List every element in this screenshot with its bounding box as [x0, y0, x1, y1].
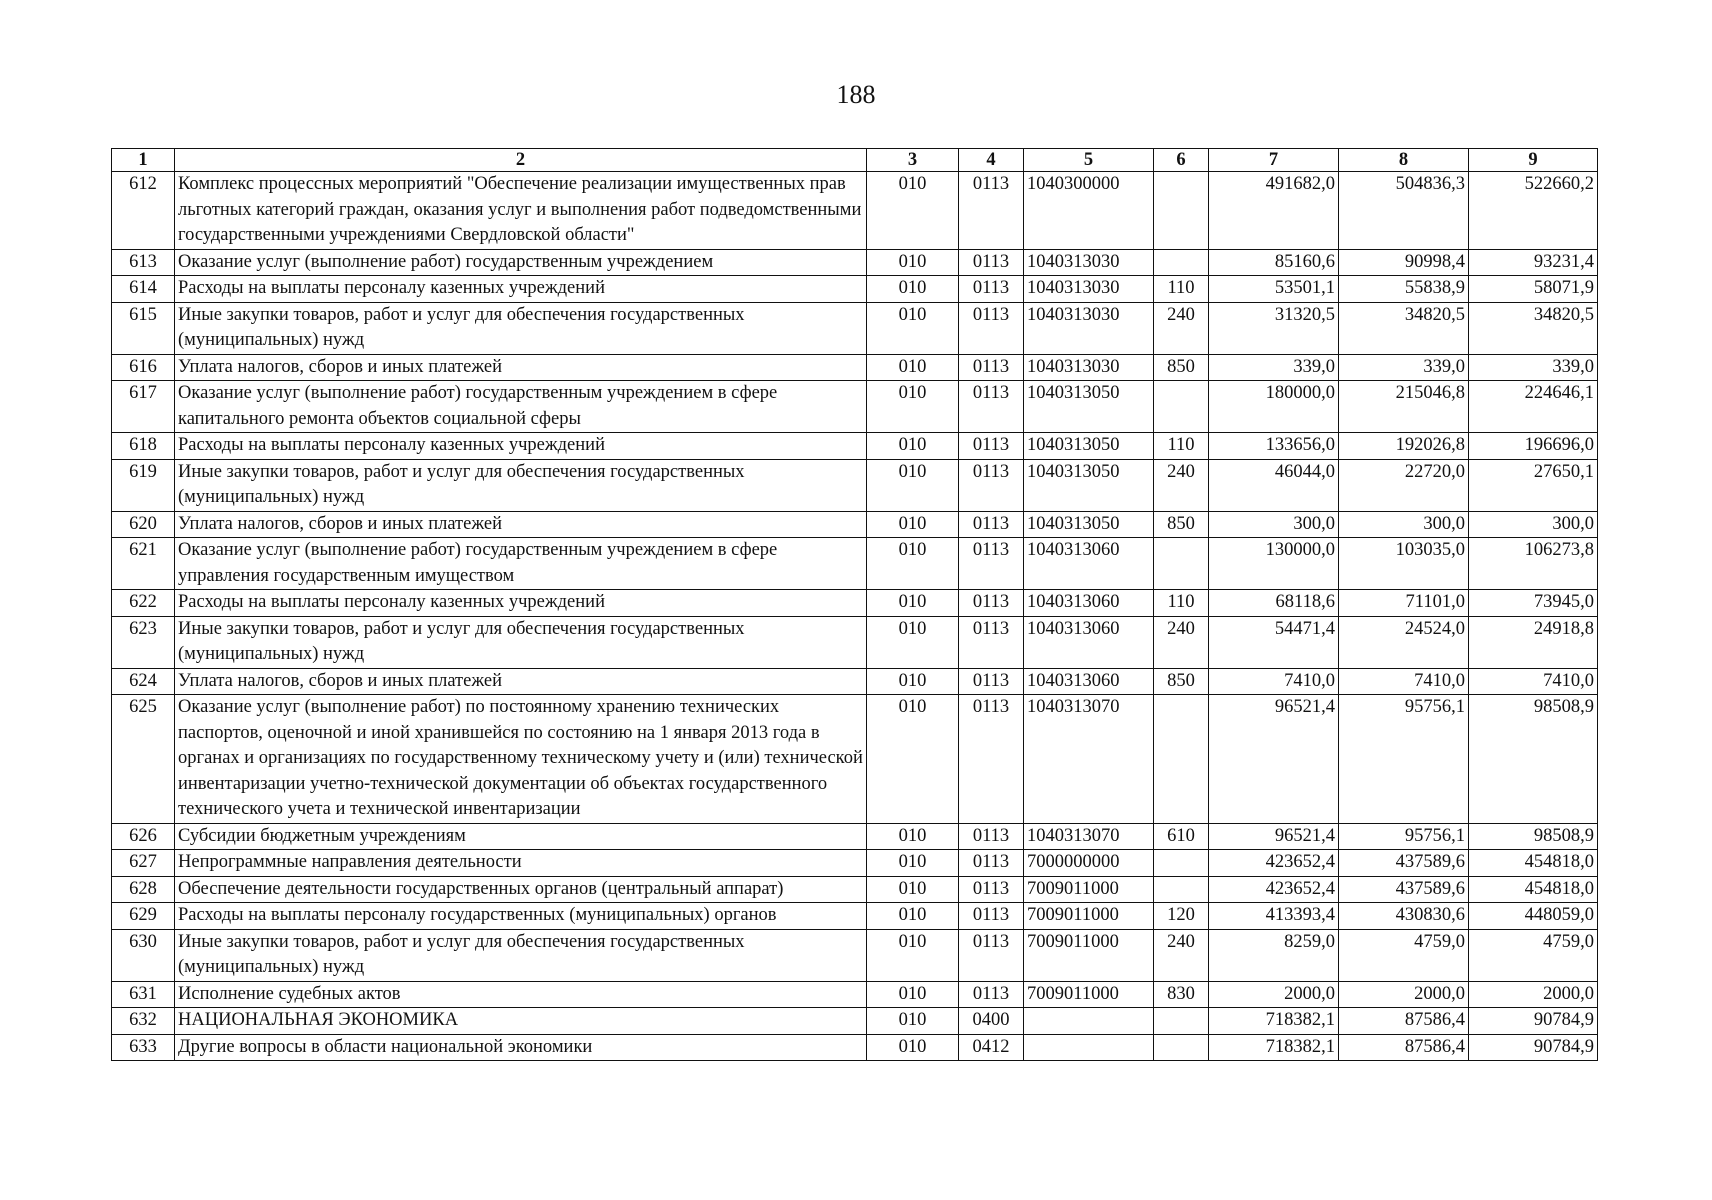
- ministry-code-cell: 010: [867, 433, 959, 460]
- target-article-cell: [1024, 1008, 1154, 1035]
- amount-col7-cell: 7410,0: [1209, 668, 1339, 695]
- header-col-1: 1: [112, 149, 175, 172]
- amount-col7-cell: 423652,4: [1209, 850, 1339, 877]
- section-code-cell: 0113: [959, 695, 1024, 824]
- amount-col9-cell: 90784,9: [1469, 1008, 1598, 1035]
- expense-type-cell: 240: [1154, 929, 1209, 981]
- expense-type-cell: 240: [1154, 302, 1209, 354]
- amount-col7-cell: 718382,1: [1209, 1034, 1339, 1061]
- amount-col8-cell: 2000,0: [1339, 981, 1469, 1008]
- amount-col7-cell: 300,0: [1209, 511, 1339, 538]
- budget-table: [111, 148, 1598, 1061]
- table-row: [112, 823, 1598, 850]
- amount-col8-cell: 339,0: [1339, 354, 1469, 381]
- row-name-cell: Обеспечение деятельности государственных органов (центральный аппарат): [175, 876, 867, 903]
- row-number-cell: 612: [112, 172, 175, 250]
- row-number-cell: 630: [112, 929, 175, 981]
- ministry-code-cell: 010: [867, 276, 959, 303]
- target-article-cell: 1040313030: [1024, 354, 1154, 381]
- row-name-cell: Иные закупки товаров, работ и услуг для обеспечения государственных (муниципальных) нужд: [175, 302, 867, 354]
- amount-col7-cell: 180000,0: [1209, 381, 1339, 433]
- ministry-code-cell: 010: [867, 381, 959, 433]
- amount-col7-cell: 413393,4: [1209, 903, 1339, 930]
- expense-type-cell: 110: [1154, 590, 1209, 617]
- header-col-2: 2: [175, 149, 867, 172]
- row-name-cell: Уплата налогов, сборов и иных платежей: [175, 511, 867, 538]
- table-row: [112, 616, 1598, 668]
- expense-type-cell: 850: [1154, 668, 1209, 695]
- row-name-cell: Другие вопросы в области национальной экономики: [175, 1034, 867, 1061]
- ministry-code-cell: 010: [867, 302, 959, 354]
- row-number-cell: 622: [112, 590, 175, 617]
- amount-col7-cell: 53501,1: [1209, 276, 1339, 303]
- expense-type-cell: [1154, 695, 1209, 824]
- row-number-cell: 620: [112, 511, 175, 538]
- section-code-cell: 0113: [959, 249, 1024, 276]
- row-name-cell: Расходы на выплаты персоналу государственных (муниципальных) органов: [175, 903, 867, 930]
- row-name-cell: НАЦИОНАЛЬНАЯ ЭКОНОМИКА: [175, 1008, 867, 1035]
- row-number-cell: 619: [112, 459, 175, 511]
- amount-col9-cell: 34820,5: [1469, 302, 1598, 354]
- section-code-cell: 0113: [959, 354, 1024, 381]
- row-name-cell: Исполнение судебных актов: [175, 981, 867, 1008]
- row-name-cell: Иные закупки товаров, работ и услуг для обеспечения государственных (муниципальных) нужд: [175, 459, 867, 511]
- table-row: [112, 302, 1598, 354]
- target-article-cell: 1040313030: [1024, 249, 1154, 276]
- amount-col9-cell: 58071,9: [1469, 276, 1598, 303]
- target-article-cell: 1040313060: [1024, 616, 1154, 668]
- ministry-code-cell: 010: [867, 1034, 959, 1061]
- ministry-code-cell: 010: [867, 695, 959, 824]
- table-row: [112, 538, 1598, 590]
- row-number-cell: 617: [112, 381, 175, 433]
- amount-col9-cell: 93231,4: [1469, 249, 1598, 276]
- ministry-code-cell: 010: [867, 354, 959, 381]
- amount-col9-cell: 454818,0: [1469, 850, 1598, 877]
- row-name-cell: Уплата налогов, сборов и иных платежей: [175, 354, 867, 381]
- amount-col7-cell: 54471,4: [1209, 616, 1339, 668]
- amount-col8-cell: 7410,0: [1339, 668, 1469, 695]
- ministry-code-cell: 010: [867, 823, 959, 850]
- row-number-cell: 623: [112, 616, 175, 668]
- target-article-cell: 7009011000: [1024, 876, 1154, 903]
- row-number-cell: 616: [112, 354, 175, 381]
- row-number-cell: 631: [112, 981, 175, 1008]
- ministry-code-cell: 010: [867, 1008, 959, 1035]
- target-article-cell: 7009011000: [1024, 903, 1154, 930]
- amount-col7-cell: 2000,0: [1209, 981, 1339, 1008]
- target-article-cell: 1040313070: [1024, 823, 1154, 850]
- table-row: [112, 433, 1598, 460]
- amount-col7-cell: 46044,0: [1209, 459, 1339, 511]
- amount-col7-cell: 96521,4: [1209, 695, 1339, 824]
- target-article-cell: 7009011000: [1024, 929, 1154, 981]
- header-col-6: 6: [1154, 149, 1209, 172]
- row-number-cell: 626: [112, 823, 175, 850]
- amount-col8-cell: 87586,4: [1339, 1034, 1469, 1061]
- row-number-cell: 624: [112, 668, 175, 695]
- ministry-code-cell: 010: [867, 590, 959, 617]
- amount-col8-cell: 87586,4: [1339, 1008, 1469, 1035]
- row-name-cell: Уплата налогов, сборов и иных платежей: [175, 668, 867, 695]
- table-row: [112, 590, 1598, 617]
- amount-col7-cell: 133656,0: [1209, 433, 1339, 460]
- section-code-cell: 0113: [959, 616, 1024, 668]
- amount-col8-cell: 437589,6: [1339, 876, 1469, 903]
- table-row: [112, 695, 1598, 824]
- section-code-cell: 0113: [959, 876, 1024, 903]
- row-number-cell: 613: [112, 249, 175, 276]
- amount-col8-cell: 55838,9: [1339, 276, 1469, 303]
- section-code-cell: 0113: [959, 538, 1024, 590]
- amount-col9-cell: 300,0: [1469, 511, 1598, 538]
- row-name-cell: Расходы на выплаты персоналу казенных учреждений: [175, 276, 867, 303]
- target-article-cell: 1040313070: [1024, 695, 1154, 824]
- section-code-cell: 0113: [959, 668, 1024, 695]
- table-row: [112, 354, 1598, 381]
- header-col-7: 7: [1209, 149, 1339, 172]
- amount-col8-cell: 300,0: [1339, 511, 1469, 538]
- table-row: [112, 668, 1598, 695]
- section-code-cell: 0412: [959, 1034, 1024, 1061]
- amount-col7-cell: 130000,0: [1209, 538, 1339, 590]
- expense-type-cell: 240: [1154, 459, 1209, 511]
- amount-col9-cell: 106273,8: [1469, 538, 1598, 590]
- row-number-cell: 615: [112, 302, 175, 354]
- ministry-code-cell: 010: [867, 903, 959, 930]
- target-article-cell: 1040313030: [1024, 302, 1154, 354]
- amount-col9-cell: 4759,0: [1469, 929, 1598, 981]
- amount-col8-cell: 103035,0: [1339, 538, 1469, 590]
- row-name-cell: Расходы на выплаты персоналу казенных учреждений: [175, 590, 867, 617]
- amount-col7-cell: 8259,0: [1209, 929, 1339, 981]
- amount-col8-cell: 71101,0: [1339, 590, 1469, 617]
- table-row: [112, 381, 1598, 433]
- expense-type-cell: [1154, 1034, 1209, 1061]
- section-code-cell: 0113: [959, 823, 1024, 850]
- amount-col8-cell: 95756,1: [1339, 695, 1469, 824]
- amount-col9-cell: 196696,0: [1469, 433, 1598, 460]
- ministry-code-cell: 010: [867, 981, 959, 1008]
- amount-col8-cell: 215046,8: [1339, 381, 1469, 433]
- amount-col7-cell: 423652,4: [1209, 876, 1339, 903]
- ministry-code-cell: 010: [867, 876, 959, 903]
- ministry-code-cell: 010: [867, 929, 959, 981]
- amount-col8-cell: 192026,8: [1339, 433, 1469, 460]
- section-code-cell: 0113: [959, 981, 1024, 1008]
- target-article-cell: 1040313050: [1024, 511, 1154, 538]
- target-article-cell: 1040313060: [1024, 668, 1154, 695]
- target-article-cell: 1040313050: [1024, 433, 1154, 460]
- expense-type-cell: [1154, 876, 1209, 903]
- page-number: 188: [836, 80, 876, 109]
- amount-col9-cell: 73945,0: [1469, 590, 1598, 617]
- amount-col8-cell: 504836,3: [1339, 172, 1469, 250]
- row-number-cell: 627: [112, 850, 175, 877]
- row-name-cell: Комплекс процессных мероприятий "Обеспечение реализации имущественных прав льготных категорий граждан, оказания услуг и выполнения работ подведомственными государственными учреждениями Свердловской области": [175, 172, 867, 250]
- table-body: [112, 172, 1598, 1061]
- row-number-cell: 621: [112, 538, 175, 590]
- amount-col8-cell: 90998,4: [1339, 249, 1469, 276]
- expense-type-cell: [1154, 172, 1209, 250]
- row-name-cell: Оказание услуг (выполнение работ) по постоянному хранению технических паспортов, оценочной и иной хранившейся по состоянию на 1 января 2013 года в органах и организациях по государственному техническому учету и (или) технической инвентаризации учетно-технической документации об объектах государственного технического учета и технической инвентаризации: [175, 695, 867, 824]
- table-row: [112, 172, 1598, 250]
- ministry-code-cell: 010: [867, 249, 959, 276]
- section-code-cell: 0113: [959, 511, 1024, 538]
- ministry-code-cell: 010: [867, 459, 959, 511]
- section-code-cell: 0113: [959, 590, 1024, 617]
- target-article-cell: 7000000000: [1024, 850, 1154, 877]
- table-row: [112, 903, 1598, 930]
- ministry-code-cell: 010: [867, 538, 959, 590]
- section-code-cell: 0400: [959, 1008, 1024, 1035]
- row-number-cell: 629: [112, 903, 175, 930]
- header-col-4: 4: [959, 149, 1024, 172]
- section-code-cell: 0113: [959, 276, 1024, 303]
- amount-col9-cell: 448059,0: [1469, 903, 1598, 930]
- target-article-cell: 7009011000: [1024, 981, 1154, 1008]
- row-name-cell: Оказание услуг (выполнение работ) государственным учреждением: [175, 249, 867, 276]
- amount-col7-cell: 85160,6: [1209, 249, 1339, 276]
- amount-col8-cell: 4759,0: [1339, 929, 1469, 981]
- section-code-cell: 0113: [959, 459, 1024, 511]
- target-article-cell: [1024, 1034, 1154, 1061]
- header-col-3: 3: [867, 149, 959, 172]
- table-row: [112, 249, 1598, 276]
- row-number-cell: 614: [112, 276, 175, 303]
- ministry-code-cell: 010: [867, 172, 959, 250]
- expense-type-cell: [1154, 850, 1209, 877]
- row-number-cell: 633: [112, 1034, 175, 1061]
- amount-col9-cell: 24918,8: [1469, 616, 1598, 668]
- amount-col9-cell: 90784,9: [1469, 1034, 1598, 1061]
- amount-col8-cell: 95756,1: [1339, 823, 1469, 850]
- amount-col7-cell: 339,0: [1209, 354, 1339, 381]
- expense-type-cell: [1154, 538, 1209, 590]
- amount-col8-cell: 437589,6: [1339, 850, 1469, 877]
- expense-type-cell: 110: [1154, 433, 1209, 460]
- table-row: [112, 511, 1598, 538]
- amount-col8-cell: 430830,6: [1339, 903, 1469, 930]
- section-code-cell: 0113: [959, 172, 1024, 250]
- expense-type-cell: 240: [1154, 616, 1209, 668]
- row-name-cell: Оказание услуг (выполнение работ) государственным учреждением в сфере управления государственным имуществом: [175, 538, 867, 590]
- table-row: [112, 276, 1598, 303]
- row-name-cell: Иные закупки товаров, работ и услуг для обеспечения государственных (муниципальных) нужд: [175, 616, 867, 668]
- section-code-cell: 0113: [959, 302, 1024, 354]
- ministry-code-cell: 010: [867, 616, 959, 668]
- table-row: [112, 459, 1598, 511]
- amount-col8-cell: 34820,5: [1339, 302, 1469, 354]
- expense-type-cell: [1154, 381, 1209, 433]
- amount-col9-cell: 224646,1: [1469, 381, 1598, 433]
- expense-type-cell: [1154, 249, 1209, 276]
- row-name-cell: Оказание услуг (выполнение работ) государственным учреждением в сфере капитального ремонта объектов социальной сферы: [175, 381, 867, 433]
- expense-type-cell: 850: [1154, 354, 1209, 381]
- table-row: [112, 1034, 1598, 1061]
- row-number-cell: 628: [112, 876, 175, 903]
- row-number-cell: 632: [112, 1008, 175, 1035]
- expense-type-cell: 830: [1154, 981, 1209, 1008]
- header-col-8: 8: [1339, 149, 1469, 172]
- amount-col7-cell: 718382,1: [1209, 1008, 1339, 1035]
- expense-type-cell: [1154, 1008, 1209, 1035]
- table-row: [112, 850, 1598, 877]
- amount-col9-cell: 98508,9: [1469, 695, 1598, 824]
- header-col-5: 5: [1024, 149, 1154, 172]
- section-code-cell: 0113: [959, 433, 1024, 460]
- row-name-cell: Непрограммные направления деятельности: [175, 850, 867, 877]
- section-code-cell: 0113: [959, 850, 1024, 877]
- row-name-cell: Субсидии бюджетным учреждениям: [175, 823, 867, 850]
- ministry-code-cell: 010: [867, 850, 959, 877]
- amount-col7-cell: 96521,4: [1209, 823, 1339, 850]
- expense-type-cell: 110: [1154, 276, 1209, 303]
- target-article-cell: 1040300000: [1024, 172, 1154, 250]
- section-code-cell: 0113: [959, 929, 1024, 981]
- table-row: [112, 876, 1598, 903]
- amount-col9-cell: 98508,9: [1469, 823, 1598, 850]
- amount-col9-cell: 454818,0: [1469, 876, 1598, 903]
- target-article-cell: 1040313050: [1024, 459, 1154, 511]
- table-row: [112, 1008, 1598, 1035]
- target-article-cell: 1040313060: [1024, 538, 1154, 590]
- table-row: [112, 929, 1598, 981]
- expense-type-cell: 120: [1154, 903, 1209, 930]
- amount-col8-cell: 24524,0: [1339, 616, 1469, 668]
- amount-col9-cell: 7410,0: [1469, 668, 1598, 695]
- expense-type-cell: 610: [1154, 823, 1209, 850]
- amount-col7-cell: 68118,6: [1209, 590, 1339, 617]
- table-row: [112, 981, 1598, 1008]
- row-name-cell: Расходы на выплаты персоналу казенных учреждений: [175, 433, 867, 460]
- amount-col7-cell: 31320,5: [1209, 302, 1339, 354]
- amount-col9-cell: 339,0: [1469, 354, 1598, 381]
- amount-col8-cell: 22720,0: [1339, 459, 1469, 511]
- target-article-cell: 1040313030: [1024, 276, 1154, 303]
- ministry-code-cell: 010: [867, 668, 959, 695]
- section-code-cell: 0113: [959, 903, 1024, 930]
- header-col-9: 9: [1469, 149, 1598, 172]
- header-row: [112, 149, 1598, 172]
- section-code-cell: 0113: [959, 381, 1024, 433]
- target-article-cell: 1040313050: [1024, 381, 1154, 433]
- amount-col9-cell: 2000,0: [1469, 981, 1598, 1008]
- ministry-code-cell: 010: [867, 511, 959, 538]
- row-number-cell: 625: [112, 695, 175, 824]
- expense-type-cell: 850: [1154, 511, 1209, 538]
- row-number-cell: 618: [112, 433, 175, 460]
- amount-col7-cell: 491682,0: [1209, 172, 1339, 250]
- row-name-cell: Иные закупки товаров, работ и услуг для обеспечения государственных (муниципальных) нужд: [175, 929, 867, 981]
- target-article-cell: 1040313060: [1024, 590, 1154, 617]
- amount-col9-cell: 27650,1: [1469, 459, 1598, 511]
- amount-col9-cell: 522660,2: [1469, 172, 1598, 250]
